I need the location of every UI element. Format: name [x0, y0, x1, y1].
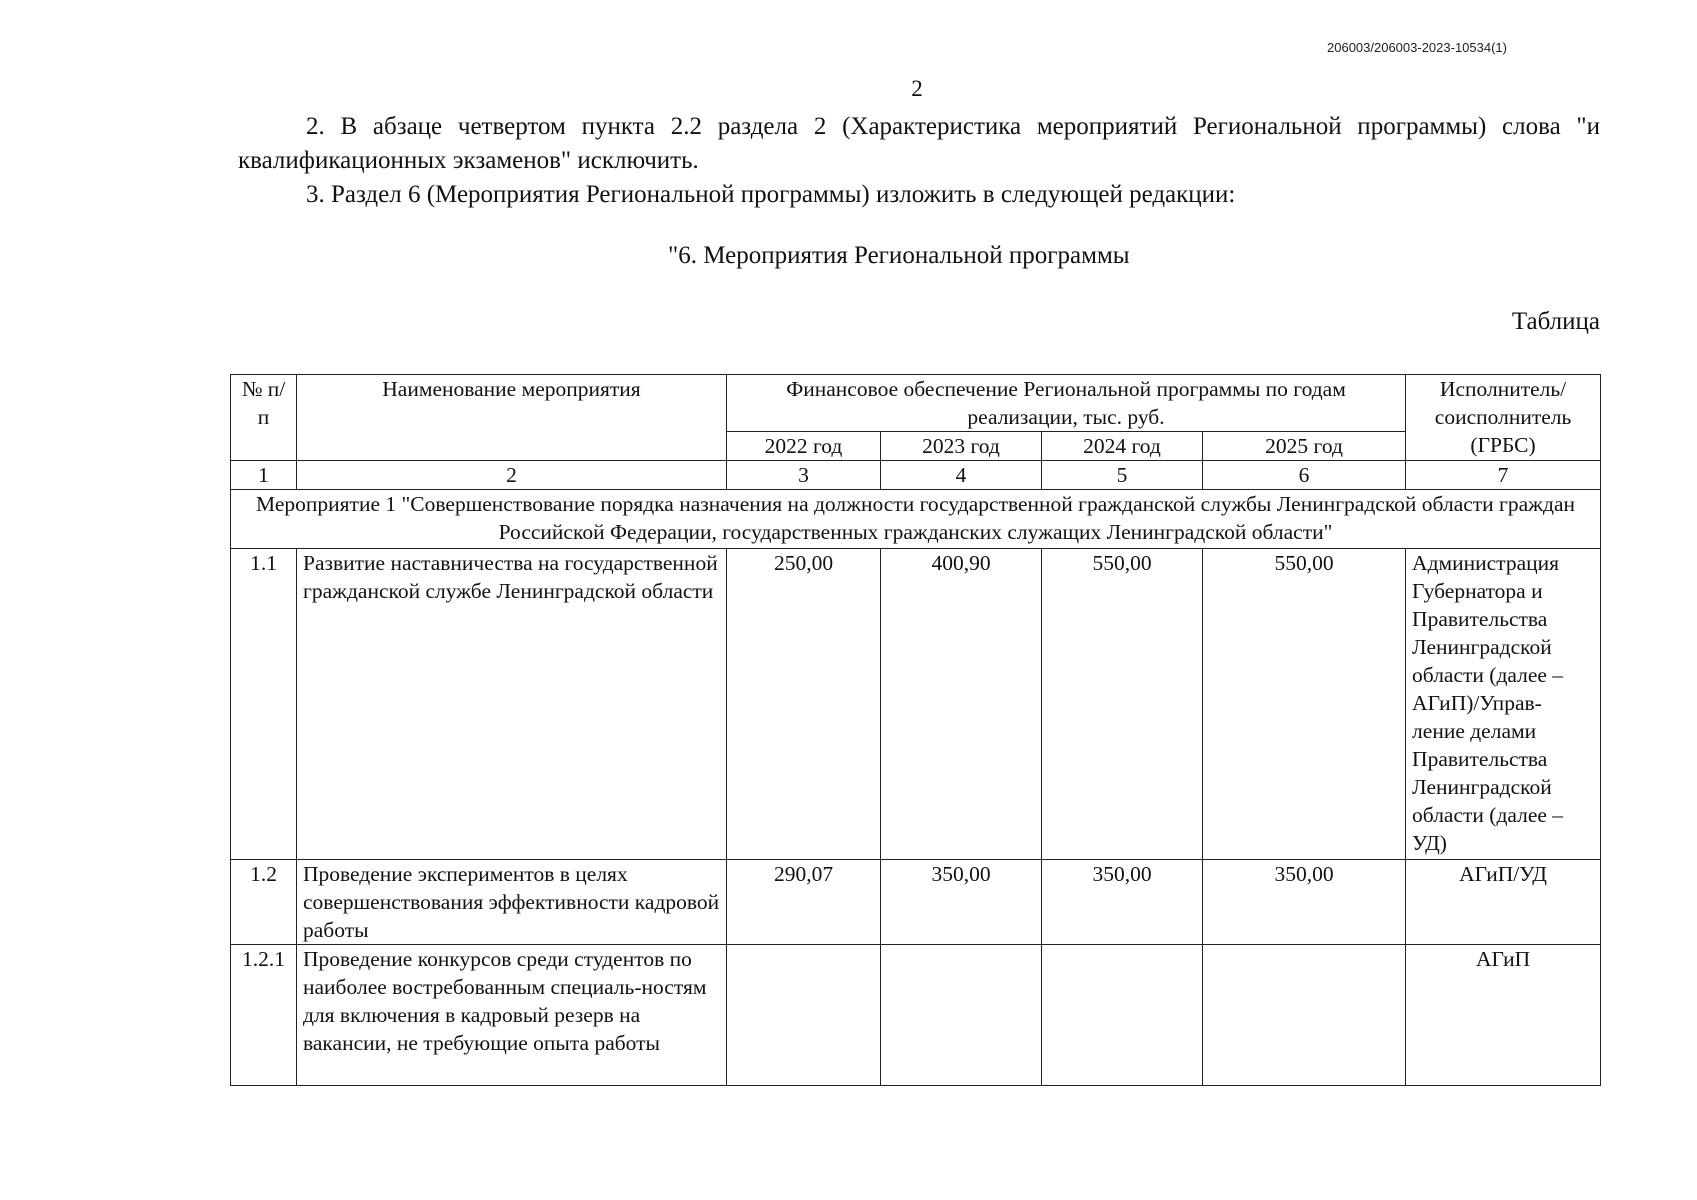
row-value-2022: 250,00: [727, 549, 881, 860]
table-row: [231, 860, 1601, 945]
header-num: № п/п: [231, 375, 297, 461]
header-financing: Финансовое обеспечение Региональной программы по годам реализации, тыс. руб.: [727, 375, 1406, 432]
column-number: 7: [1406, 461, 1601, 490]
row-name: Развитие наставничества на государственной гражданской службе Ленинградской области: [297, 549, 727, 860]
group-title: Мероприятие 1 "Совершенствование порядка назначения на должности государственной гражданской службы Ленинградской области граждан Российской Федерации, государственных гражданских служащих Ленинградской области": [231, 490, 1601, 549]
group-row: [231, 490, 1601, 549]
row-num: 1.2: [231, 860, 297, 945]
page-number: 2: [911, 76, 923, 101]
row-value-2025: 350,00: [1203, 860, 1406, 945]
paragraph-3: [238, 178, 1600, 212]
table-row: [231, 945, 1601, 1086]
column-number: 3: [727, 461, 881, 490]
row-value-2022: 290,07: [727, 860, 881, 945]
column-number: 4: [881, 461, 1042, 490]
paragraph-2: [238, 110, 1600, 178]
row-executor: АГиП/УД: [1406, 860, 1601, 945]
row-executor: АГиП: [1406, 945, 1601, 1086]
header-year-2023: 2023 год: [881, 432, 1042, 461]
section-title: "6. Мероприятия Региональной программы: [668, 242, 1130, 269]
row-value-2023: 400,90: [881, 549, 1042, 860]
row-executor: Администрация Губернатора и Правительства Ленинградской области (далее – АГиП)/Управ-ление делами Правительства Ленинградской области (далее – УД): [1406, 549, 1601, 860]
row-name: Проведение экспериментов в целях совершенствования эффективности кадровой работы: [297, 860, 727, 945]
table-row: [231, 549, 1601, 860]
header-year-2022: 2022 год: [727, 432, 881, 461]
row-name: Проведение конкурсов среди студентов по наиболее востребованным специаль-ностям для включения в кадровый резерв на вакансии, не требующие опыта работы: [297, 945, 727, 1086]
row-num: 1.1: [231, 549, 297, 860]
paragraph-3-text: 3. Раздел 6 (Мероприятия Региональной программы) изложить в следующей редакции:: [306, 181, 1236, 208]
paragraph-2-text: 2. В абзаце четвертом пункта 2.2 раздела 2 (Характеристика мероприятий Региональной программы) слова "и квалификационных экзаменов" исключить.: [238, 113, 1600, 174]
row-value-2024: 550,00: [1042, 549, 1203, 860]
column-numbers-row: [231, 461, 1601, 490]
table-header-row: [231, 375, 1601, 432]
row-num: 1.2.1: [231, 945, 297, 1086]
table-caption: Таблица: [1511, 308, 1600, 335]
row-value-2024: [1042, 945, 1203, 1086]
row-value-2025: [1203, 945, 1406, 1086]
column-number: 2: [297, 461, 727, 490]
row-value-2024: 350,00: [1042, 860, 1203, 945]
row-value-2022: [727, 945, 881, 1086]
column-number: 1: [231, 461, 297, 490]
header-year-2024: 2024 год: [1042, 432, 1203, 461]
column-number: 6: [1203, 461, 1406, 490]
column-number: 5: [1042, 461, 1203, 490]
events-table: [230, 374, 1601, 1086]
document-id: 206003/206003-2023-10534(1): [1327, 40, 1507, 55]
header-name: Наименование мероприятия: [297, 375, 727, 461]
row-value-2025: 550,00: [1203, 549, 1406, 860]
header-year-2025: 2025 год: [1203, 432, 1406, 461]
header-executor: Исполнитель/ соисполнитель (ГРБС): [1406, 375, 1601, 461]
row-value-2023: [881, 945, 1042, 1086]
row-value-2023: 350,00: [881, 860, 1042, 945]
